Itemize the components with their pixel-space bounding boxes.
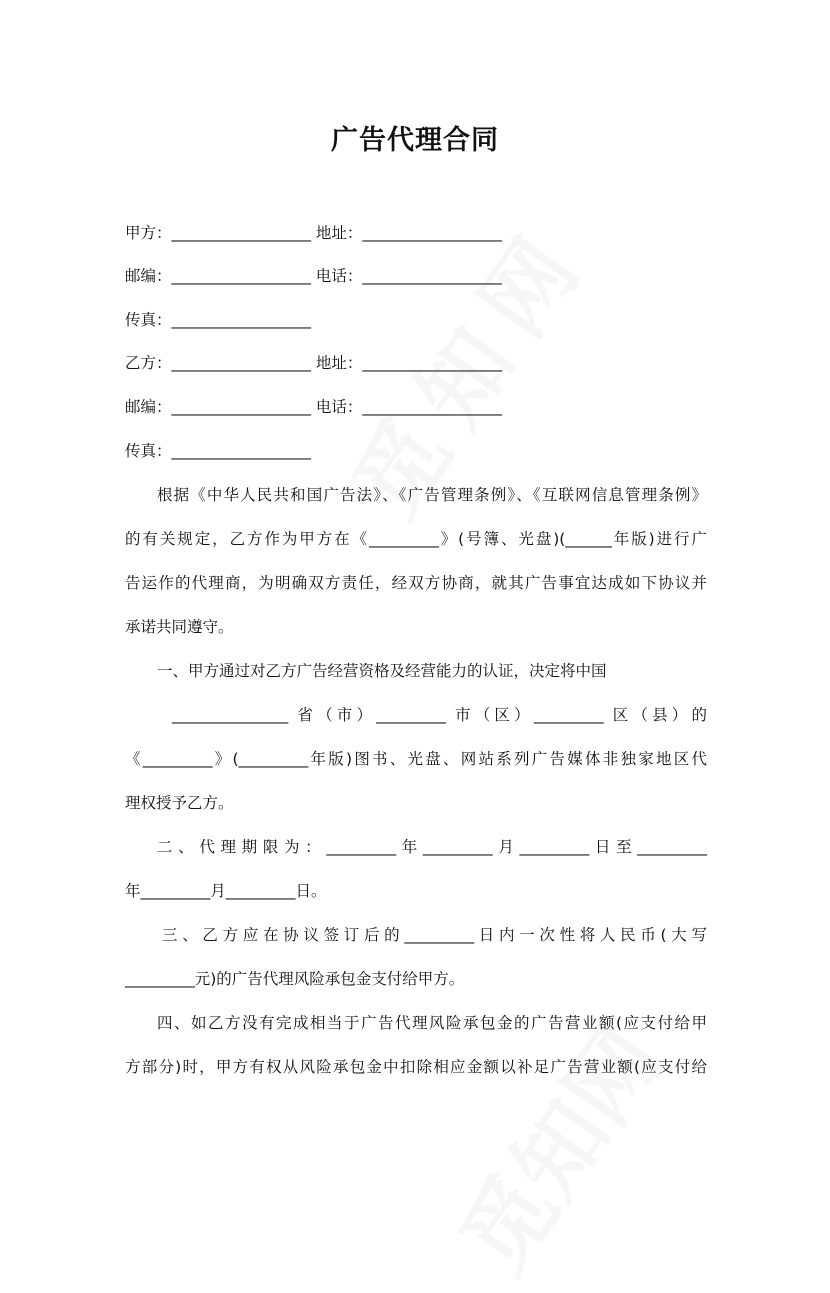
clause-4-line: 四、如乙方没有完成相当于广告代理风险承包金的广告营业额(应支付给甲 [157,1014,707,1032]
clause-2-line: 年_________月_________日。 [125,882,327,900]
party-b-zip-phone: 邮编：__________________ 电话：__________________ [125,398,502,416]
party-a-zip-phone: 邮编：__________________ 电话：__________________ [125,267,502,285]
party-b-fax: 传真：__________________ [125,442,312,460]
party-b-name-address: 乙方：__________________ 地址：__________________ [125,354,502,372]
clause-3-line: _________元)的广告代理风险承包金支付给甲方。 [125,970,465,988]
paragraph-line: 的有关规定，乙方作为甲方在《_________》(号簿、光盘)(______年版)进行广 [125,530,707,548]
paragraph-line: 告运作的代理商，为明确双方责任，经双方协商，就其广告事宜达成如下协议并 [125,574,707,592]
paragraph-line: 根据《中华人民共和国广告法》、《广告管理条例》、《互联网信息管理条例》 [157,486,707,504]
clause-2-line: 二、代理期限为：_________年_________月_________日至_________ [157,838,707,856]
clause-3-line: 三、乙方应在协议签订后的_________日内一次性将人民币(大写 [162,926,707,944]
clause-1-line: _______________ 省（市）_________ 市（区）_________ 区（县）的 [172,706,707,724]
clause-1-line: 一、甲方通过对乙方广告经营资格及经营能力的认证，决定将中国 [157,662,607,680]
document-title: 广告代理合同 [331,125,499,156]
party-a-name-address: 甲方：__________________ 地址：__________________ [125,224,502,242]
party-a-fax: 传真：__________________ [125,311,312,329]
paragraph-line: 承诺共同遵守。 [125,618,234,636]
clause-1-line: 《_________》(_________年版)图书、光盘、网站系列广告媒体非独家地区代 [125,750,707,768]
clause-1-line: 理权授予乙方。 [125,794,234,812]
clause-4-line: 方部分)时，甲方有权从风险承包金中扣除相应金额以补足广告营业额(应支付给 [125,1058,707,1076]
watermark [424,997,685,1293]
